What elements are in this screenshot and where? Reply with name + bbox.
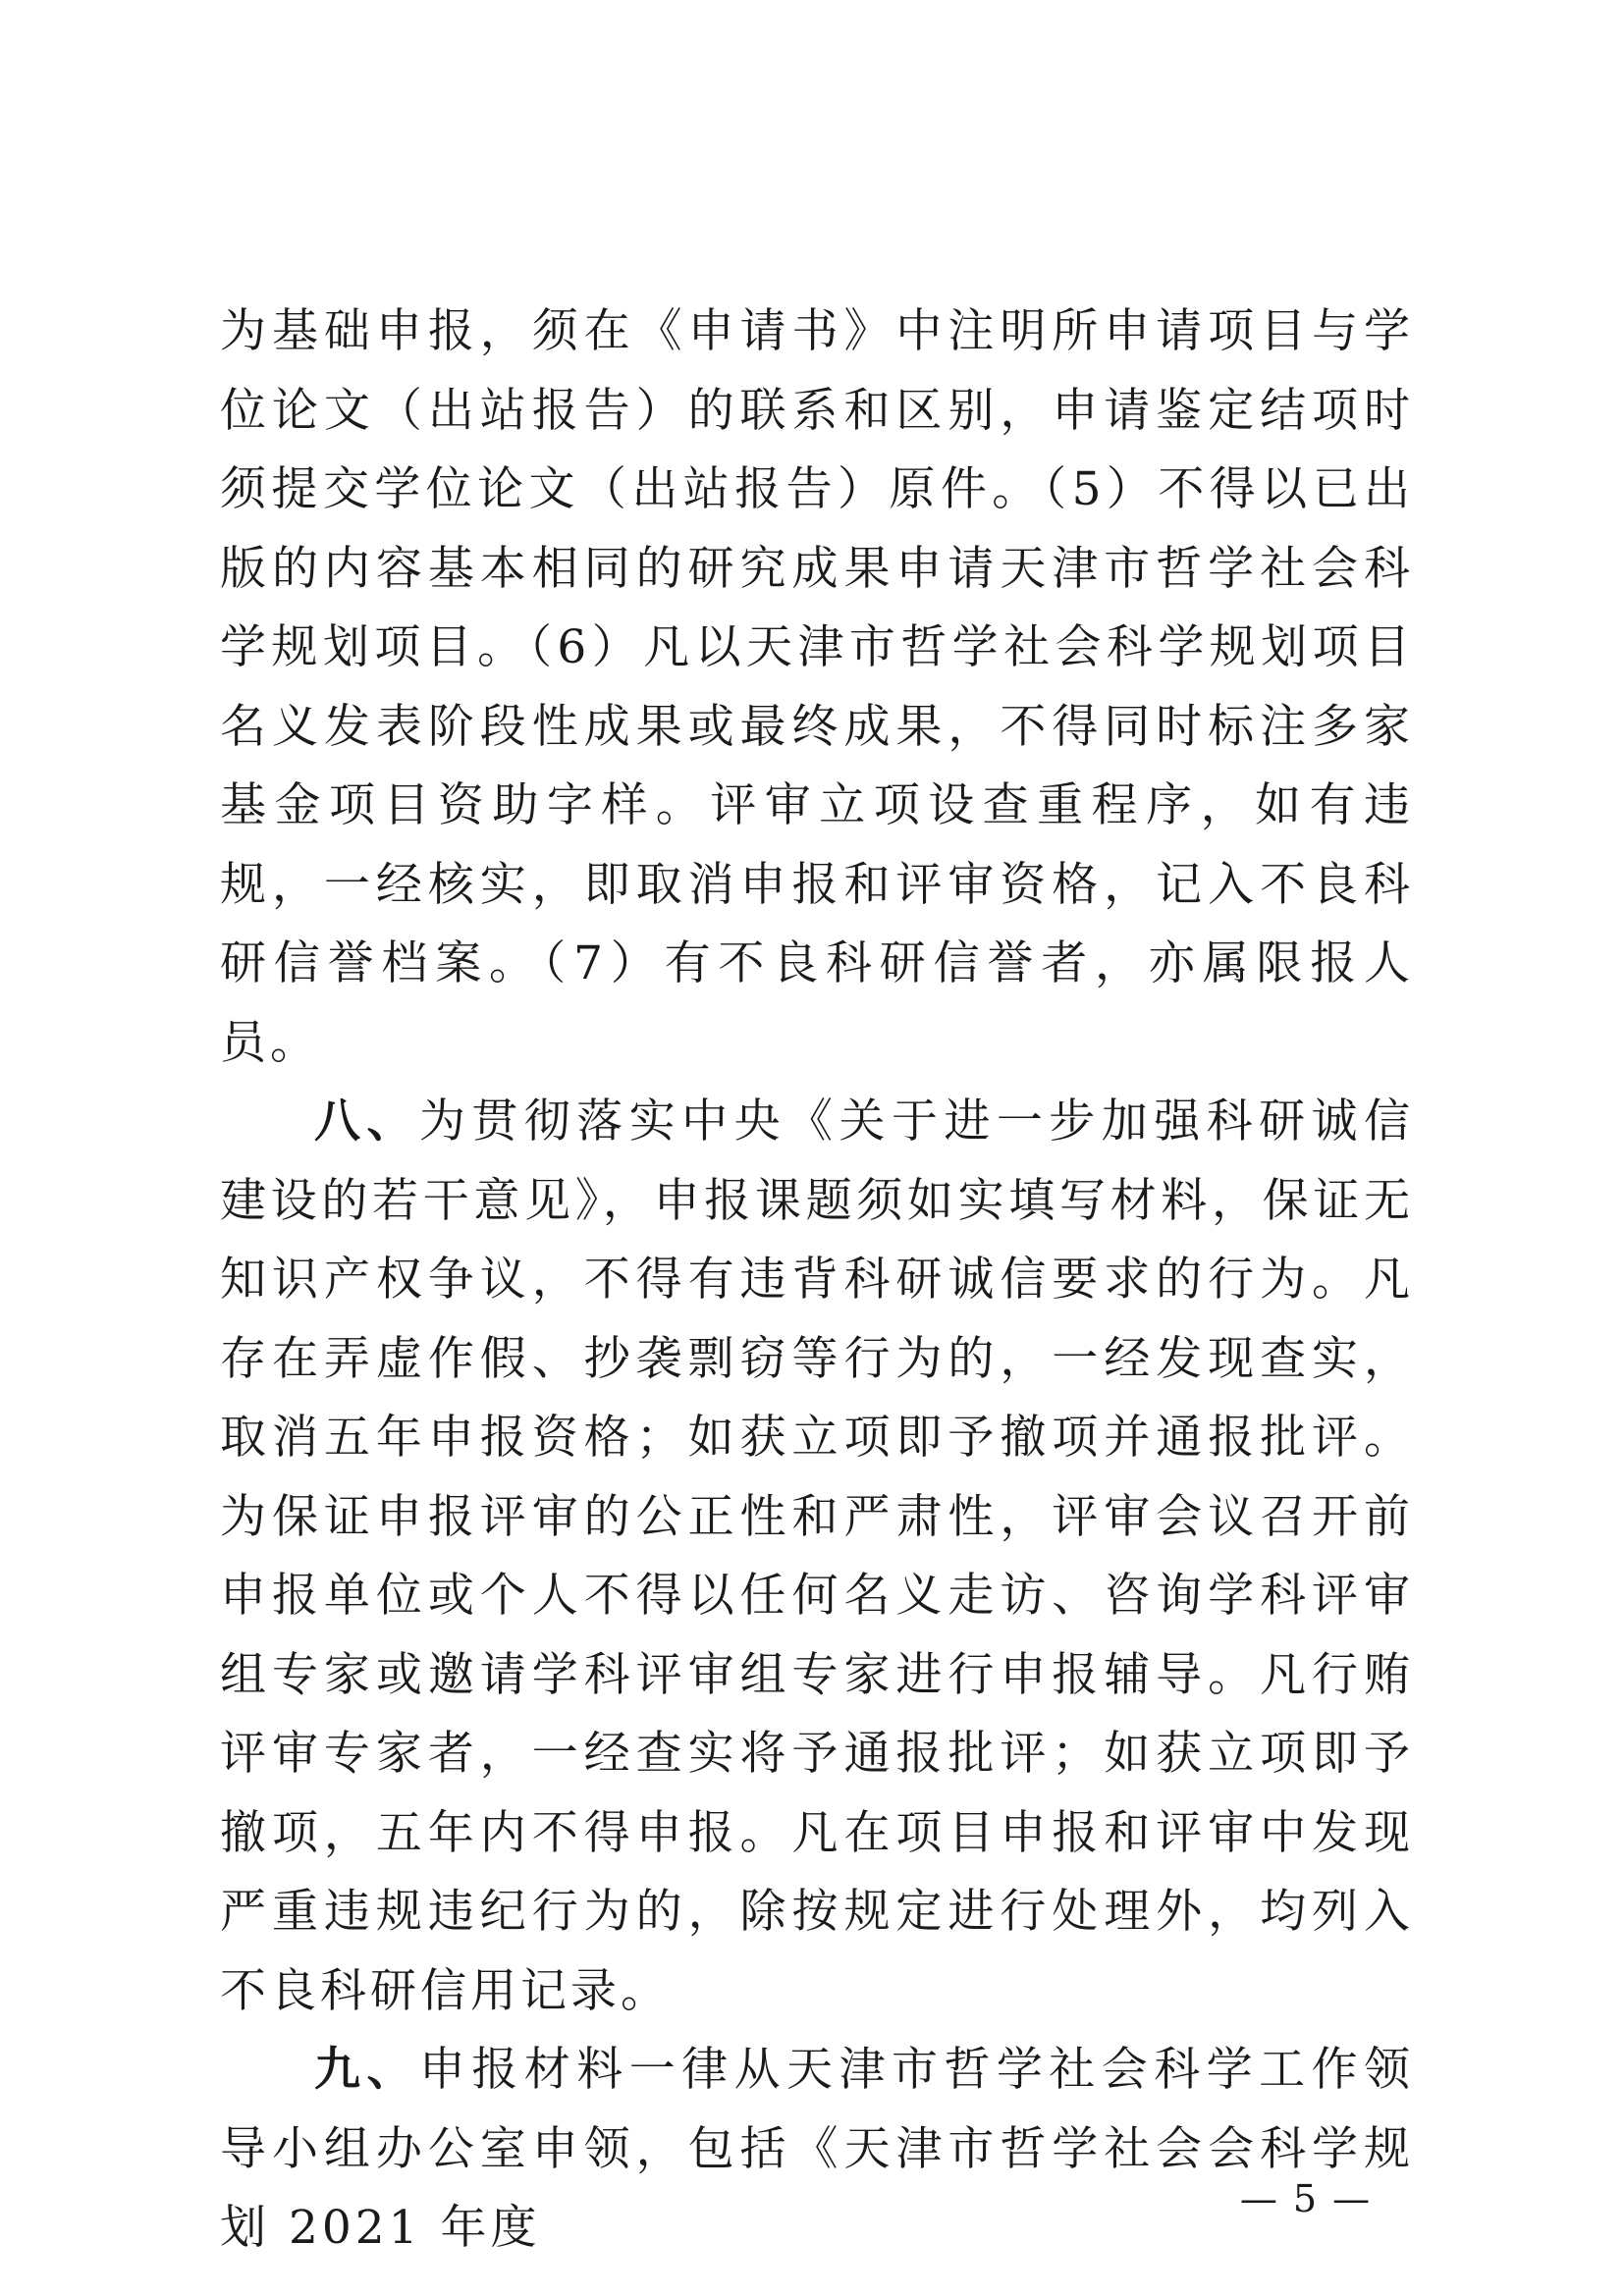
paragraph-text: 申报材料一律从天津市哲学社会科学工作领导小组办公室申领，包括《天津市哲学社会会科学规划 2021 年度 xyxy=(220,2043,1415,2255)
paragraph-continuation xyxy=(220,293,1414,1083)
section-number: 九、 xyxy=(314,2043,419,2097)
paragraph-text: 为基础申报，须在《申请书》中注明所申请项目与学位论文（出站报告）的联系和区别，申请鉴定结项时须提交学位论文（出站报告）原件。（5）不得以已出版的内容基本相同的研究成果申请天津市哲学社会科学规划项目。（6）凡以天津市哲学社会科学规划项目名义发表阶段性成果或最终成果，不得同时标注多家基金项目资助字样。评审立项设查重程序，如有违规，一经核实，即取消申报和评审资格，记入不良科研信誉档案。（7）有不良科研信誉者，亦属限报人员。 xyxy=(220,304,1414,1070)
paragraph-section-9 xyxy=(220,2031,1414,2269)
body-text xyxy=(220,293,1414,2269)
paragraph-text: 为贯彻落实中央《关于进一步加强科研诚信建设的若干意见》，申报课题须如实填写材料，保证无知识产权争议，不得有违背科研诚信要求的行为。凡存在弄虚作假、抄袭剽窃等行为的，一经发现查实，取消五年申报资格；如获立项即予撤项并通报批评。为保证申报评审的公正性和严肃性，评审会议召开前申报单位或个人不得以任何名义走访、咨询学科评审组专家或邀请学科评审组专家进行申报辅导。凡行贿评审专家者，一经查实将予通报批评；如获立项即予撤项，五年内不得申报。凡在项目申报和评审中发现严重违规违纪行为的，除按规定进行处理外，均列入不良科研信用记录。 xyxy=(220,1095,1415,2018)
paragraph-section-8 xyxy=(220,1083,1414,2031)
page-number: — 5 — xyxy=(1239,2177,1373,2220)
section-number: 八、 xyxy=(314,1095,419,1148)
